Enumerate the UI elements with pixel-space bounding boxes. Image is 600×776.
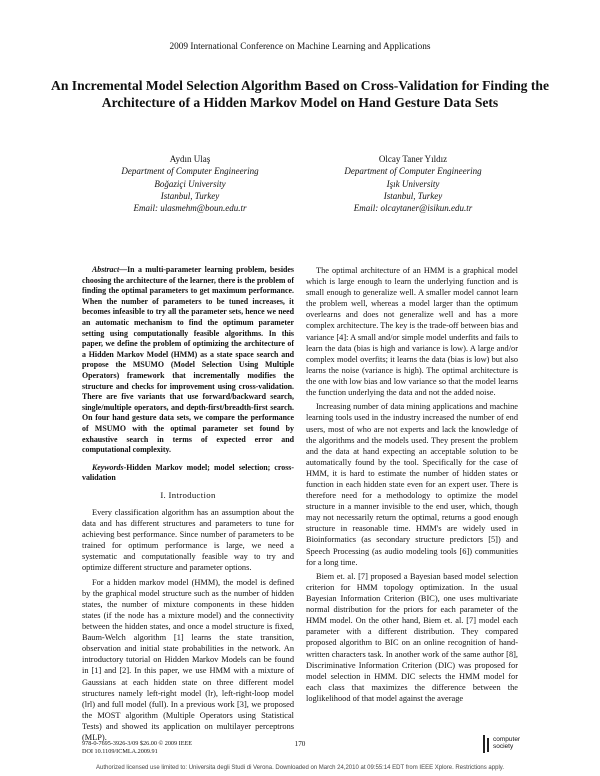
- body-paragraph: Biem et. al. [7] proposed a Bayesian based model selection criterion for HMM topology optimization. In the usual Bayesian Information Criterion (BIC), one uses multivariate normal distribution for the priors for each parameter of the HMM model. On the other hand, Biem et. al. [7] model each parameter with a different distribution. They compared proposed algorithm to BIC on an online recognition of hand-written characters task. In another work of the same author [8], Discriminative Information Criterion (DIC) was proposed for model selection in HMM. DIC selects the HMM model for each class that maximizes the difference between the loglikelihood of that model against the average: [306, 571, 518, 703]
- doi-line: DOI 10.1109/ICMLA.2009.91: [82, 748, 158, 755]
- body-paragraph: Increasing number of data mining applications and machine learning tools used in the industry increased the number of end users, most of who are not experts and lack the knowledge of the algorithms and the models used. They present the problem and the data at hand expecting an acceptable solution to be automatically found by the tool. Specifically for the case of HMM, it is hard to estimate the number of hidden states or function in each hidden state even for an expert user. There is therefore need for a methodology to optimize the model structure in a manner invisible to the end user, which, though may not necessarily return the optimal, returns a good enough structure in reasonable time. HMM's are widely used in Bioinformatics (as secondary structure predictors [5]) and Speech Processing (as audio modeling tools [6]) communities for a long time.: [306, 402, 518, 567]
- computer-society-logo: [482, 734, 524, 756]
- keywords-label: Keywords: [92, 462, 124, 472]
- left-column: [82, 265, 294, 746]
- author-department: Department of Computer Engineering: [344, 166, 482, 177]
- ieee-cs-logo-icon: [482, 734, 492, 754]
- paper-title: An Incremental Model Selection Algorithm Based on Cross-Validation for Finding the Architecture of a Hidden Markov Model on Hand Gesture Data Sets: [51, 78, 549, 110]
- author-location: Istanbul, Turkey: [383, 190, 443, 201]
- author-name: Olcay Taner Yıldız: [378, 154, 448, 164]
- author-university: Işık University: [386, 178, 440, 189]
- right-column: [306, 265, 518, 707]
- page-number: 170: [294, 740, 306, 748]
- abstract: [82, 265, 294, 456]
- author-block-2: [298, 153, 528, 214]
- abstract-label: Abstract: [92, 265, 120, 274]
- logo-text: society: [493, 742, 514, 750]
- logo-text: computer: [493, 736, 521, 743]
- author-email: Email: ulasmehm@boun.edu.tr: [133, 203, 247, 214]
- body-paragraph: For a hidden markov model (HMM), the model is defined by the graphical model structure such as the number of hidden states, the number of mixture components in these hidden states (if the node has a mixture model) and the connectivity between the hidden states, and once a model structure is fixed, Baum-Welch algorithm [1] learns the state transition, observation and initial state probabilities in the network. An introductory tutorial on Hidden Markov Models can be found in [1] and [2]. In this paper, we use HMM with a mixture of Gaussians at each hidden state on three different model structures namely left-right model (lr), left-right-loop model (lrl) and full model (full). In a previous work [3], we proposed the MOST algorithm (Multiple Operators using Statistical Tests) and showed its application on multilayer perceptrons (MLP).: [82, 577, 294, 743]
- abstract-text: —In a multi-parameter learning problem, besides choosing the architecture of the learner, there is the problem of finding the optimal parameters to get maximum performance. When the number of parameters to be tuned increases, it becomes infeasible to try all the parameter sets, hence we need an automatic mechanism to find the optimum parameter setting using computationally feasible algorithms. In this paper, we define the problem of optimizing the architecture of a Hidden Markov Model (HMM) as a state space search and propose the MSUMO (Model Selection Using Multiple Operators) framework that incrementally modifies the structure and checks for improvement using cross-validation. There are five variants that use forward/backward search, single/multiple operators, and depth-first/breadth-first search. On four hand gesture data sets, we compare the performance of MSUMO with the optimal parameter set found by exhaustive search in terms of expected error and computational complexity.: [82, 265, 294, 455]
- author-name: Aydın Ulaş: [169, 154, 211, 164]
- copyright-line: 978-0-7695-3926-3/09 $26.00 © 2009 IEEE: [82, 740, 193, 747]
- author-email: Email: olcaytaner@isikun.edu.tr: [353, 203, 473, 214]
- author-department: Department of Computer Engineering: [121, 166, 259, 177]
- author-university: Boğaziçi University: [154, 178, 226, 189]
- body-paragraph: Every classification algorithm has an assumption about the data and has different structures and parameters to tune for achieving best performance. Since number of parameters to be trained for optimum performance is large, we need a systematic and computationally feasible way to try and optimize different structure and parameter options.: [82, 507, 294, 573]
- body-paragraph: The optimal architecture of an HMM is a graphical model which is large enough to learn the underlying function and is small enough to generalize well. A smaller model cannot learn the problem well, whereas a model larger than the optimum overlearns and does not generalize well and has a more complex architecture. The key is the trade-off between bias and variance [4]: A small and/or simple model underfits and fails to learn the data (bias is high and variance is low). A large and/or complex model overfits; it learns the data (bias is low) but also learns the noise (variance is high). The optimal architecture is the one with low bias and low variance so that the model learns the function underlying the data and not the added noise.: [306, 266, 518, 398]
- keywords: [82, 463, 294, 484]
- author-block-1: [80, 153, 300, 214]
- section-heading: I. Introduction: [160, 489, 216, 500]
- keywords-text: -Hidden Markov model; model selection; cross-validation: [82, 462, 294, 483]
- author-location: Istanbul, Turkey: [160, 190, 220, 201]
- license-notice: Authorized licensed use limited to: Universita degli Studi di Verona. Downloaded on March 24,2010 at 09:55:14 EDT from IEEE Xplore. Restrictions apply.: [96, 765, 504, 771]
- conference-header: 2009 International Conference on Machine Learning and Applications: [169, 42, 431, 52]
